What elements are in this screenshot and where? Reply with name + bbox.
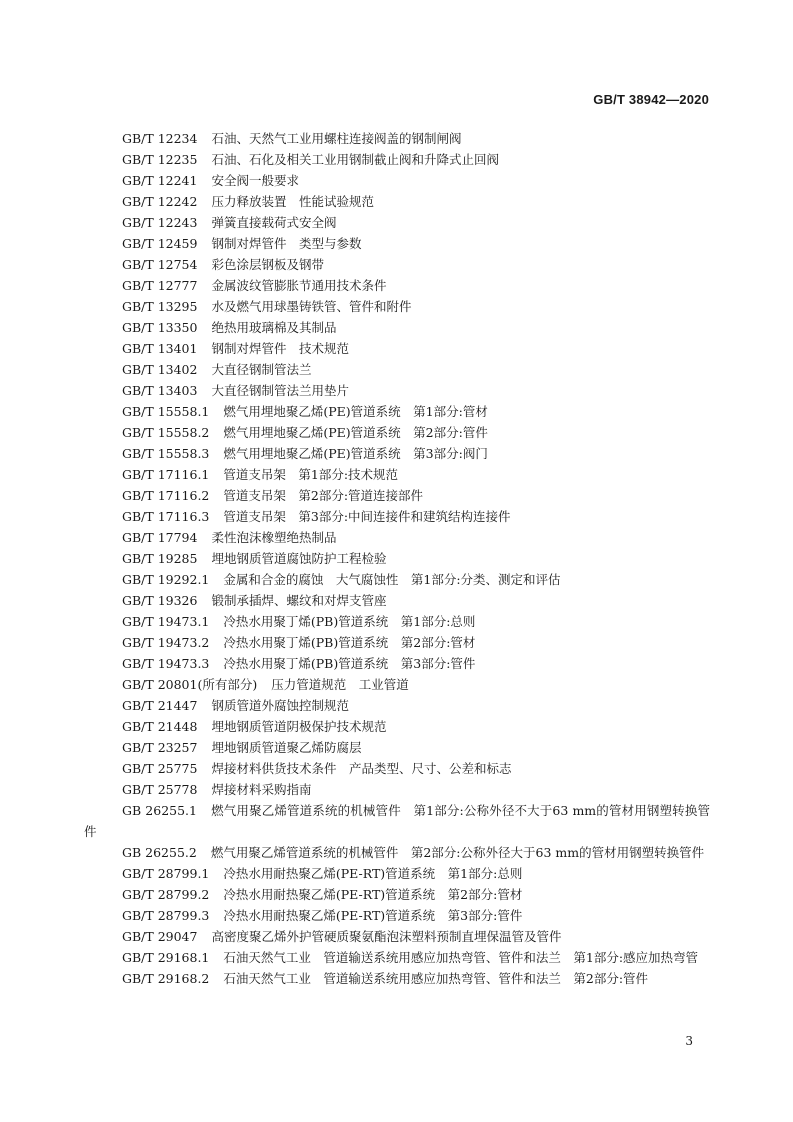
reference-item xyxy=(84,443,710,464)
reference-code: GB/T 21447 xyxy=(122,698,198,713)
reference-code: GB/T 17794 xyxy=(122,530,198,545)
reference-code: GB/T 19473.3 xyxy=(122,656,210,671)
reference-title: 焊接材料供货技术条件 产品类型、尺寸、公差和标志 xyxy=(211,761,512,776)
reference-title: 管道支吊架 第3部分:中间连接件和建筑结构连接件 xyxy=(223,509,511,524)
reference-title: 石油天然气工业 管道输送系统用感应加热弯管、管件和法兰 第1部分:感应加热弯管 xyxy=(223,950,699,965)
reference-title: 石油天然气工业 管道输送系统用感应加热弯管、管件和法兰 第2部分:管件 xyxy=(223,971,649,986)
reference-item xyxy=(84,422,710,443)
reference-code: GB/T 12243 xyxy=(122,215,198,230)
reference-code: GB/T 12754 xyxy=(122,257,198,272)
reference-title: 安全阀一般要求 xyxy=(211,173,299,188)
reference-title: 埋地钢质管道阴极保护技术规范 xyxy=(211,719,387,734)
reference-item xyxy=(84,380,710,401)
reference-code: GB/T 12242 xyxy=(122,194,198,209)
reference-code: GB/T 25775 xyxy=(122,761,198,776)
reference-code: GB/T 12777 xyxy=(122,278,198,293)
reference-item xyxy=(84,527,710,548)
reference-code: GB/T 17116.3 xyxy=(122,509,210,524)
reference-title: 冷热水用聚丁烯(PB)管道系统 第1部分:总则 xyxy=(223,614,476,629)
reference-title: 高密度聚乙烯外护管硬质聚氨酯泡沫塑料预制直埋保温管及管件 xyxy=(211,929,562,944)
reference-item xyxy=(84,632,710,653)
reference-item xyxy=(84,947,710,968)
reference-item xyxy=(84,842,710,863)
reference-code: GB/T 19473.2 xyxy=(122,635,210,650)
reference-item xyxy=(84,275,710,296)
reference-title: 金属波纹管膨胀节通用技术条件 xyxy=(211,278,387,293)
reference-code: GB/T 13402 xyxy=(122,362,198,377)
reference-item xyxy=(84,674,710,695)
reference-title: 燃气用埋地聚乙烯(PE)管道系统 第2部分:管件 xyxy=(223,425,488,440)
reference-item xyxy=(84,359,710,380)
reference-item xyxy=(84,716,710,737)
reference-code: GB/T 29168.2 xyxy=(122,971,210,986)
reference-code: GB/T 13401 xyxy=(122,341,198,356)
reference-item xyxy=(84,338,710,359)
reference-code: GB/T 15558.3 xyxy=(122,446,210,461)
page-number: 3 xyxy=(685,1034,693,1048)
reference-title: 焊接材料采购指南 xyxy=(211,782,312,797)
reference-code: GB/T 17116.2 xyxy=(122,488,210,503)
reference-title: 彩色涂层钢板及钢带 xyxy=(211,257,324,272)
reference-item xyxy=(84,863,710,884)
reference-title: 水及燃气用球墨铸铁管、管件和附件 xyxy=(211,299,412,314)
reference-code: GB/T 12234 xyxy=(122,131,198,146)
reference-title: 冷热水用耐热聚乙烯(PE-RT)管道系统 第1部分:总则 xyxy=(223,866,523,881)
reference-item xyxy=(84,611,710,632)
reference-code: GB/T 12459 xyxy=(122,236,198,251)
reference-title: 石油、石化及相关工业用钢制截止阀和升降式止回阀 xyxy=(211,152,499,167)
reference-item xyxy=(84,506,710,527)
reference-code: GB/T 15558.2 xyxy=(122,425,210,440)
reference-item xyxy=(84,905,710,926)
reference-code: GB/T 29168.1 xyxy=(122,950,210,965)
reference-title: 埋地钢质管道聚乙烯防腐层 xyxy=(211,740,362,755)
reference-code: GB/T 13403 xyxy=(122,383,198,398)
reference-code: GB 26255.1 xyxy=(122,803,197,818)
reference-title: 冷热水用耐热聚乙烯(PE-RT)管道系统 第2部分:管材 xyxy=(223,887,523,902)
normative-references-list xyxy=(84,128,710,989)
reference-item xyxy=(84,779,710,800)
reference-item xyxy=(84,254,710,275)
reference-code: GB/T 19285 xyxy=(122,551,198,566)
reference-title: 柔性泡沫橡塑绝热制品 xyxy=(211,530,337,545)
reference-item xyxy=(84,758,710,779)
reference-title: 燃气用埋地聚乙烯(PE)管道系统 第3部分:阀门 xyxy=(223,446,488,461)
reference-title: 冷热水用聚丁烯(PB)管道系统 第3部分:管件 xyxy=(223,656,476,671)
reference-code: GB/T 28799.3 xyxy=(122,908,210,923)
reference-item xyxy=(84,191,710,212)
reference-code: GB/T 12235 xyxy=(122,152,198,167)
reference-title: 大直径钢制管法兰 xyxy=(211,362,312,377)
reference-code: GB/T 13295 xyxy=(122,299,198,314)
reference-code: GB/T 29047 xyxy=(122,929,198,944)
reference-title: 燃气用埋地聚乙烯(PE)管道系统 第1部分:管材 xyxy=(223,404,488,419)
reference-title: 绝热用玻璃棉及其制品 xyxy=(211,320,337,335)
reference-code: GB/T 25778 xyxy=(122,782,198,797)
reference-item xyxy=(84,170,710,191)
reference-item xyxy=(84,401,710,422)
reference-code: GB/T 28799.1 xyxy=(122,866,210,881)
reference-code: GB/T 23257 xyxy=(122,740,198,755)
document-code-header: GB/T 38942—2020 xyxy=(593,92,709,107)
reference-title: 弹簧直接载荷式安全阀 xyxy=(211,215,337,230)
reference-title: 燃气用聚乙烯管道系统的机械管件 第2部分:公称外径大于63 mm的管材用钢塑转换管件 xyxy=(210,845,705,860)
reference-code: GB/T 15558.1 xyxy=(122,404,210,419)
reference-item xyxy=(84,926,710,947)
reference-title: 钢质管道外腐蚀控制规范 xyxy=(211,698,349,713)
reference-code: GB/T 19326 xyxy=(122,593,198,608)
reference-code: GB/T 20801(所有部分) xyxy=(122,677,258,692)
reference-item xyxy=(84,695,710,716)
reference-item xyxy=(84,149,710,170)
reference-title: 钢制对焊管件 类型与参数 xyxy=(211,236,362,251)
reference-title: 冷热水用耐热聚乙烯(PE-RT)管道系统 第3部分:管件 xyxy=(223,908,523,923)
reference-item xyxy=(84,800,710,842)
reference-title: 石油、天然气工业用螺柱连接阀盖的钢制闸阀 xyxy=(211,131,462,146)
reference-code: GB/T 13350 xyxy=(122,320,198,335)
reference-title: 冷热水用聚丁烯(PB)管道系统 第2部分:管材 xyxy=(223,635,476,650)
reference-title: 管道支吊架 第1部分:技术规范 xyxy=(223,467,399,482)
reference-item xyxy=(84,485,710,506)
reference-title: 埋地钢质管道腐蚀防护工程检验 xyxy=(211,551,387,566)
reference-item xyxy=(84,233,710,254)
reference-item xyxy=(84,569,710,590)
reference-title: 压力释放装置 性能试验规范 xyxy=(211,194,374,209)
reference-item xyxy=(84,968,710,989)
reference-code: GB/T 28799.2 xyxy=(122,887,210,902)
reference-title: 燃气用聚乙烯管道系统的机械管件 第1部分:公称外径不大于63 mm的管材用钢塑转换管件 xyxy=(84,803,710,839)
reference-code: GB/T 19473.1 xyxy=(122,614,210,629)
reference-title: 钢制对焊管件 技术规范 xyxy=(211,341,349,356)
reference-code: GB/T 21448 xyxy=(122,719,198,734)
reference-item xyxy=(84,296,710,317)
reference-code: GB/T 17116.1 xyxy=(122,467,210,482)
reference-title: 大直径钢制管法兰用垫片 xyxy=(211,383,349,398)
reference-code: GB 26255.2 xyxy=(122,845,197,860)
reference-item xyxy=(84,590,710,611)
reference-item xyxy=(84,128,710,149)
reference-title: 管道支吊架 第2部分:管道连接部件 xyxy=(223,488,424,503)
reference-item xyxy=(84,548,710,569)
reference-title: 压力管道规范 工业管道 xyxy=(271,677,409,692)
reference-item xyxy=(84,653,710,674)
reference-title: 锻制承插焊、螺纹和对焊支管座 xyxy=(211,593,387,608)
reference-code: GB/T 19292.1 xyxy=(122,572,210,587)
reference-item xyxy=(84,464,710,485)
reference-code: GB/T 12241 xyxy=(122,173,198,188)
reference-item xyxy=(84,212,710,233)
reference-item xyxy=(84,737,710,758)
reference-title: 金属和合金的腐蚀 大气腐蚀性 第1部分:分类、测定和评估 xyxy=(223,572,561,587)
reference-item xyxy=(84,884,710,905)
reference-item xyxy=(84,317,710,338)
